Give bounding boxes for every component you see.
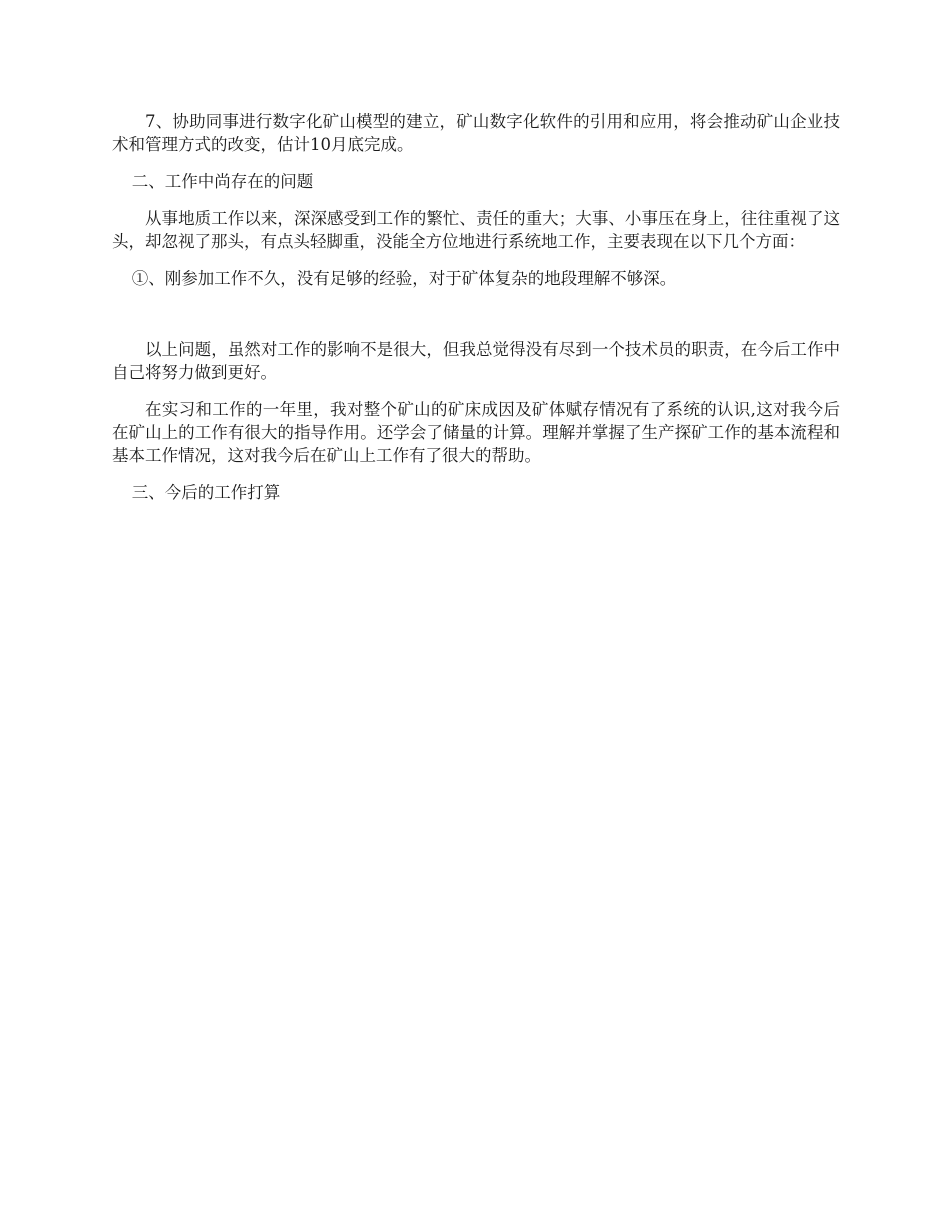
- paragraph-internship-reflection: 在实习和工作的一年里，我对整个矿山的矿床成因及矿体赋存情况有了系统的认识,这对我今后在矿山上的工作有很大的指导作用。还学会了储量的计算。理解并掌握了生产探矿工作的基本流程和基本工作情况，这对我今后在矿山上工作有了很大的帮助。: [112, 400, 840, 465]
- paragraph-problems-intro: 从事地质工作以来，深深感受到工作的繁忙、责任的重大；大事、小事压在身上，往往重视了这头，却忽视了那头，有点头轻脚重，没能全方位地进行系统地工作，主要表现在以下几个方面：: [112, 209, 840, 251]
- document-body: [112, 110, 840, 518]
- problem-item-1: ①、刚参加工作不久，没有足够的经验，对于矿体复杂的地段理解不够深。: [131, 269, 677, 288]
- paragraph-item-7: 7、协助同事进行数字化矿山模型的建立，矿山数字化软件的引用和应用，将会推动矿山企业技术和管理方式的改变，估计10月底完成。: [112, 112, 840, 154]
- section-heading-future-plans: 三、今后的工作打算: [131, 483, 281, 502]
- section-heading-problems: 二、工作中尚存在的问题: [131, 172, 314, 191]
- paragraph-problems-summary: 以上问题，虽然对工作的影响不是很大，但我总觉得没有尽到一个技术员的职责，在今后工作中自己将努力做到更好。: [112, 340, 840, 382]
- blank-gap: [112, 304, 840, 338]
